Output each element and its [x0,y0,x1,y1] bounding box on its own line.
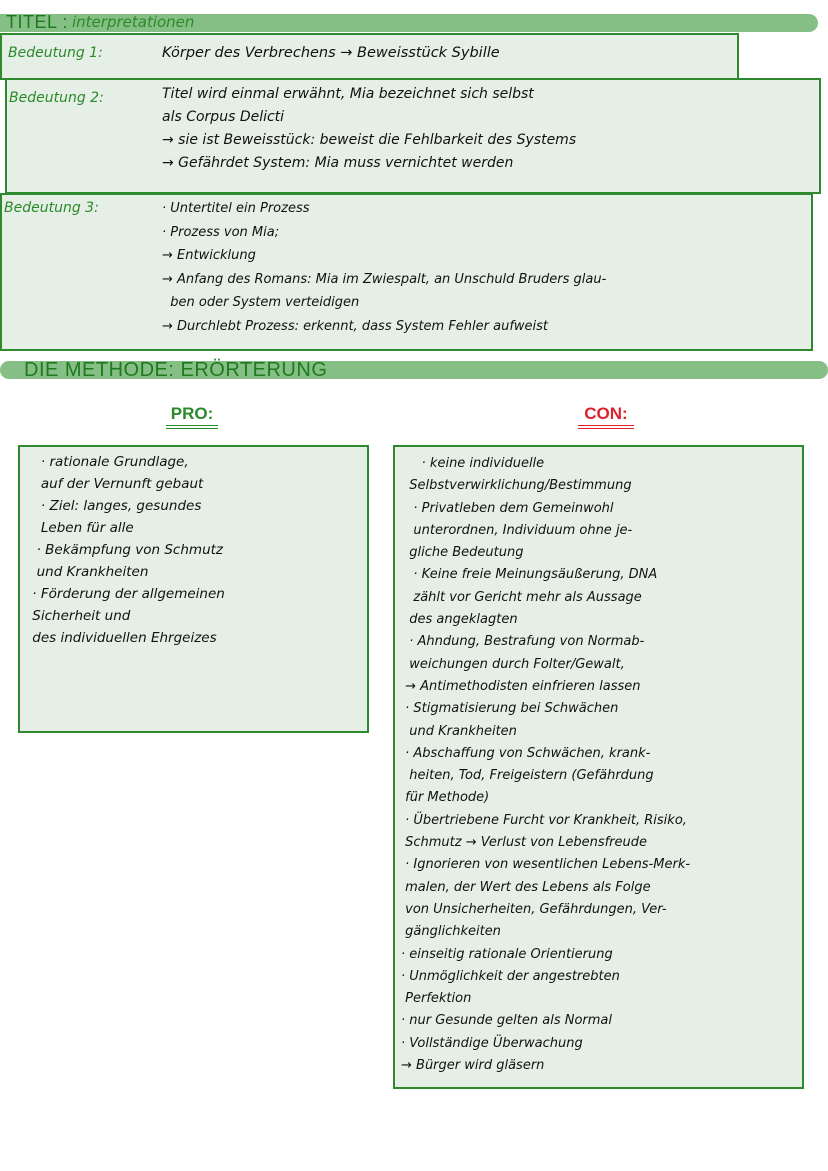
list-item: · Unmöglichkeit der angestrebten [401,968,620,984]
text-line: → sie ist Beweisstück: beweist die Fehlbarkeit des Systems [162,132,577,148]
list-item: · einseitig rationale Orientierung [401,946,613,962]
text-line: → Entwicklung [162,248,256,263]
text-line: · Untertitel ein Prozess [162,201,310,216]
text-line: → Durchlebt Prozess: erkennt, dass System Fehler aufweist [162,318,549,334]
list-item: für Methode) [401,790,490,806]
text-line: Körper des Verbrechens → Beweisstück Sybille [162,45,500,61]
list-item: gliche Bedeutung [401,545,524,561]
list-item: · Förderung der allgemeinen [28,586,225,602]
text-line: ben oder System verteidigen [162,295,360,310]
bedeutung-3-text [162,197,606,338]
bedeutung-1-label: Bedeutung 1: [8,45,103,61]
list-item: → Bürger wird gläsern [401,1058,545,1074]
list-item: auf der Vernunft gebaut [28,476,204,492]
title-handwritten: interpretationen [72,13,195,31]
pro-box [18,445,369,733]
pro-heading: PRO: [166,404,218,429]
list-item: · Stigmatisierung bei Schwächen [401,701,619,717]
list-item: und Krankheiten [28,564,149,580]
list-item: · rationale Grundlage, [28,454,189,470]
list-item: unterordnen, Individuum ohne je- [401,522,633,538]
bedeutung-2-label: Bedeutung 2: [9,90,104,106]
list-item: → Antimethodisten einfrieren lassen [401,678,641,694]
bedeutung-3-label: Bedeutung 3: [4,200,99,216]
text-line: · Prozess von Mia; [162,224,280,240]
list-item: Leben für alle [28,520,134,536]
list-item: und Krankheiten [401,723,517,739]
con-list [401,453,690,1077]
list-item: von Unsicherheiten, Gefährdungen, Ver- [401,901,667,917]
list-item: · Privatleben dem Gemeinwohl [401,500,614,516]
list-item: · Bekämpfung von Schmutz [28,542,223,558]
list-item: · Ziel: langes, gesundes [28,498,202,514]
bedeutung-2-text [162,83,576,175]
text-line: → Anfang des Romans: Mia im Zwiespalt, an Unschuld Bruders glau- [162,271,607,287]
list-item: gänglichkeiten [401,924,501,940]
bedeutung-3-box [0,193,813,351]
list-item: · nur Gesunde gelten als Normal [401,1013,613,1029]
list-item: Selbstverwirklichung/Bestimmung [401,478,632,494]
title-label: TITEL : [6,12,68,32]
list-item: · Keine freie Meinungsäußerung, DNA [401,567,658,583]
list-item: · keine individuelle [401,456,545,471]
list-item: · Abschaffung von Schwächen, krank- [401,745,651,761]
list-item: Schmutz → Verlust von Lebensfreude [401,835,648,851]
text-line: → Gefährdet System: Mia muss vernichtet werden [162,155,514,171]
list-item: des angeklagten [401,612,518,628]
list-item: Perfektion [401,991,472,1007]
method-title: DIE METHODE: ERÖRTERUNG [24,359,328,381]
text-line: Titel wird einmal erwähnt, Mia bezeichnet sich selbst [162,86,534,102]
list-item: Sicherheit und [28,608,131,624]
pro-list [28,451,225,649]
con-heading: CON: [578,404,634,429]
list-item: · Ignorieren von wesentlichen Lebens-Merk- [401,857,691,873]
list-item: heiten, Tod, Freigeistern (Gefährdung [401,768,654,784]
list-item: weichungen durch Folter/Gewalt, [401,656,625,672]
con-box [393,445,804,1089]
list-item: malen, der Wert des Lebens als Folge [401,879,651,895]
list-item: · Übertriebene Furcht vor Krankheit, Risiko, [401,812,687,828]
bedeutung-1-box [0,33,739,80]
text-line: als Corpus Delicti [162,109,285,125]
bedeutung-1-text [162,42,500,64]
list-item: zählt vor Gericht mehr als Aussage [401,589,642,605]
list-item: des individuellen Ehrgeizes [28,630,217,646]
list-item: · Vollständige Überwachung [401,1035,583,1051]
list-item: · Ahndung, Bestrafung von Normab- [401,634,645,650]
bedeutung-2-box [5,78,821,194]
